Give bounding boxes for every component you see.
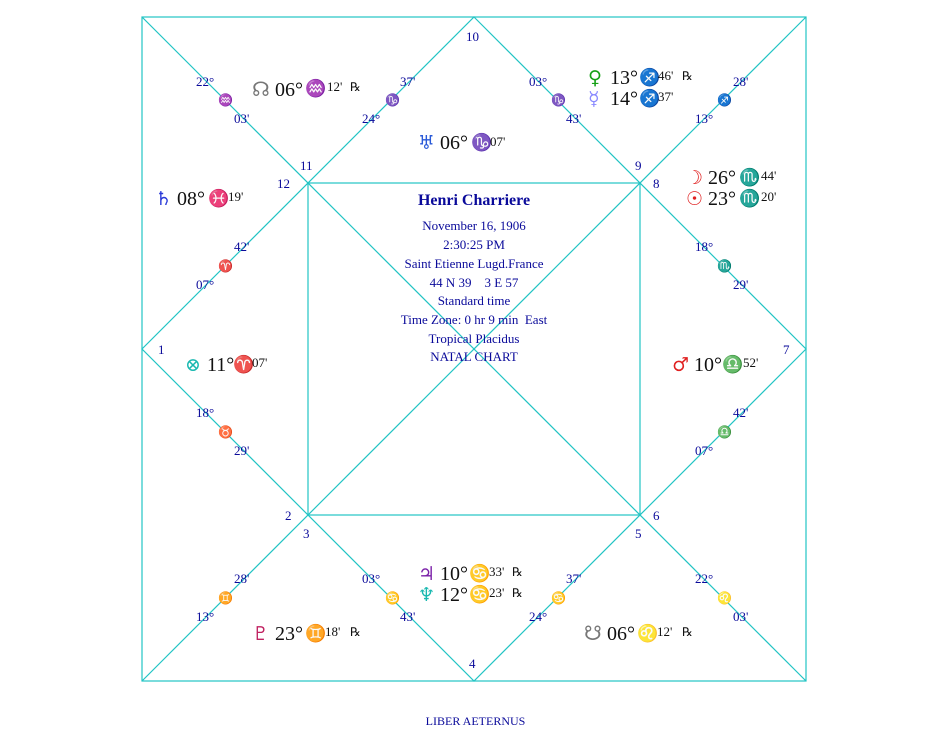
house-number: 10 <box>466 29 479 44</box>
planet-minute: 07' <box>252 355 268 370</box>
retrograde-mark: ℞ <box>682 625 693 639</box>
leo-icon: ♌ <box>717 591 732 605</box>
retrograde-mark: ℞ <box>512 586 523 600</box>
cusp-minute: 37' <box>566 571 582 586</box>
planet-minute: 46' <box>658 68 674 83</box>
planet-venus <box>588 67 693 89</box>
cusp-degree: 13° <box>196 609 215 624</box>
planet-minute: 23' <box>489 585 505 600</box>
cusp-minute: 29' <box>234 443 250 458</box>
retrograde-mark: ℞ <box>350 625 361 639</box>
cusp-minute: 28' <box>234 571 250 586</box>
venus-icon: ♀ <box>588 67 602 89</box>
planet-moon <box>686 167 776 189</box>
cancer-icon: ♋ <box>385 591 400 605</box>
planet-degree: 11° <box>207 354 235 376</box>
sagittarius-icon: ♐ <box>717 93 732 107</box>
retrograde-mark: ℞ <box>682 69 693 83</box>
cusp-degree: 18° <box>196 405 215 420</box>
mercury-icon: ☿ <box>588 88 600 110</box>
aries-icon: ♈ <box>233 355 255 375</box>
leo-icon: ♌ <box>637 624 659 644</box>
scorpio-icon: ♏ <box>717 259 732 273</box>
cusp-minute: 42' <box>733 405 749 420</box>
planet-degree: 06° <box>607 623 635 645</box>
planet-minute: 33' <box>489 564 505 579</box>
planet-minute: 37' <box>658 89 674 104</box>
cancer-icon: ♋ <box>551 591 566 605</box>
planet-fortune <box>185 354 267 376</box>
house-number: 9 <box>635 158 642 173</box>
house-number: 5 <box>635 526 642 541</box>
cancer-icon: ♋ <box>469 564 491 584</box>
coordinates: 44 N 39 3 E 57 <box>429 275 519 290</box>
planet-minute: 44' <box>761 168 777 183</box>
scorpio-icon: ♏ <box>739 168 761 188</box>
planet-minute: 12' <box>657 624 673 639</box>
capricorn-icon: ♑ <box>471 133 493 153</box>
cusp-degree: 13° <box>695 111 714 126</box>
retrograde-mark: ℞ <box>512 565 523 579</box>
cusp-degree: 22° <box>196 74 215 89</box>
planet-south-node <box>584 621 693 645</box>
house-number: 8 <box>653 176 660 191</box>
cusp-degree: 18° <box>695 239 714 254</box>
capricorn-icon: ♑ <box>551 93 566 107</box>
cusp-degree: 24° <box>362 111 381 126</box>
planet-sun <box>686 188 776 210</box>
retrograde-mark: ℞ <box>350 80 361 94</box>
cusp-minute: 03' <box>733 609 749 624</box>
planet-degree: 06° <box>275 79 303 101</box>
cusp-minute: 37' <box>400 74 416 89</box>
sun-icon: ☉ <box>686 188 704 210</box>
birth-date: November 16, 1906 <box>422 218 526 233</box>
planet-minute: 18' <box>325 624 341 639</box>
planet-neptune <box>418 584 523 606</box>
time-zone: Time Zone: 0 hr 9 min East <box>400 312 548 327</box>
aquarius-icon: ♒ <box>305 79 327 99</box>
planet-degree: 12° <box>440 584 468 606</box>
cusp-minute: 42' <box>234 239 250 254</box>
pluto-icon: ♇ <box>252 623 270 645</box>
planet-degree: 10° <box>440 563 468 585</box>
planet-degree: 06° <box>440 132 468 154</box>
planet-jupiter <box>418 563 523 585</box>
pisces-icon: ♓ <box>208 189 230 209</box>
planet-minute: 07' <box>490 134 506 149</box>
planet-degree: 10° <box>694 354 722 376</box>
uranus-icon: ♅ <box>418 132 436 154</box>
planet-saturn <box>155 188 243 210</box>
person-name: Henri Charriere <box>417 192 531 209</box>
moon-icon: ☽ <box>686 167 704 189</box>
capricorn-icon: ♑ <box>385 93 400 107</box>
house-system: Tropical Placidus <box>428 331 520 346</box>
planet-degree: 14° <box>610 88 638 110</box>
house-number: 12 <box>277 176 290 191</box>
house-number: 7 <box>783 342 790 357</box>
gemini-icon: ♊ <box>218 591 233 605</box>
planet-minute: 52' <box>743 355 759 370</box>
aquarius-icon: ♒ <box>218 93 233 107</box>
part-of-fortune-icon: ⊗ <box>185 354 201 376</box>
house-number: 3 <box>303 526 310 541</box>
planet-minute: 12' <box>327 79 343 94</box>
planet-mars <box>672 354 758 376</box>
cusp-degree: 03° <box>362 571 381 586</box>
planet-degree: 23° <box>275 623 303 645</box>
sagittarius-icon: ♐ <box>639 89 661 109</box>
neptune-icon: ♆ <box>418 584 436 606</box>
cusp-degree: 07° <box>695 443 714 458</box>
planet-mercury <box>588 88 673 110</box>
birth-place: Saint Etienne Lugd.France <box>404 256 544 271</box>
cusp-minute: 03' <box>234 111 250 126</box>
sagittarius-icon: ♐ <box>639 68 661 88</box>
planet-pluto <box>252 623 361 645</box>
house-number: 1 <box>158 342 165 357</box>
house-number: 11 <box>300 158 313 173</box>
planet-north-node <box>252 77 361 101</box>
cusp-degree: 24° <box>529 609 548 624</box>
planet-degree: 13° <box>610 67 638 89</box>
south-node-icon: ☋ <box>584 621 602 645</box>
planet-minute: 20' <box>761 189 777 204</box>
cusp-minute: 43' <box>566 111 582 126</box>
time-type: Standard time <box>437 293 511 308</box>
planet-degree: 26° <box>708 167 736 189</box>
cancer-icon: ♋ <box>469 585 491 605</box>
cusp-minute: 28' <box>733 74 749 89</box>
north-node-icon: ☊ <box>252 77 270 101</box>
planet-degree: 08° <box>177 188 205 210</box>
footer-credit: LIBER AETERNUS <box>425 714 526 728</box>
mars-icon: ♂ <box>672 354 690 376</box>
aries-icon: ♈ <box>218 259 233 273</box>
planet-degree: 23° <box>708 188 736 210</box>
planet-uranus <box>418 132 505 154</box>
house-number: 2 <box>285 508 292 523</box>
libra-icon: ♎ <box>717 425 732 439</box>
saturn-icon: ♄ <box>155 188 173 210</box>
jupiter-icon: ♃ <box>418 563 436 585</box>
cusp-minute: 29' <box>733 277 749 292</box>
cusp-degree: 03° <box>529 74 548 89</box>
planet-minute: 19' <box>228 189 244 204</box>
taurus-icon: ♉ <box>218 425 233 439</box>
gemini-icon: ♊ <box>305 624 327 644</box>
scorpio-icon: ♏ <box>739 189 761 209</box>
chart-info <box>401 192 548 364</box>
cusp-degree: 22° <box>695 571 714 586</box>
cusp-minute: 43' <box>400 609 416 624</box>
libra-icon: ♎ <box>722 355 744 375</box>
cusp-degree: 07° <box>196 277 215 292</box>
chart-type: NATAL CHART <box>430 349 518 364</box>
house-number: 6 <box>653 508 660 523</box>
birth-time: 2:30:25 PM <box>443 237 505 252</box>
house-number: 4 <box>469 656 476 671</box>
